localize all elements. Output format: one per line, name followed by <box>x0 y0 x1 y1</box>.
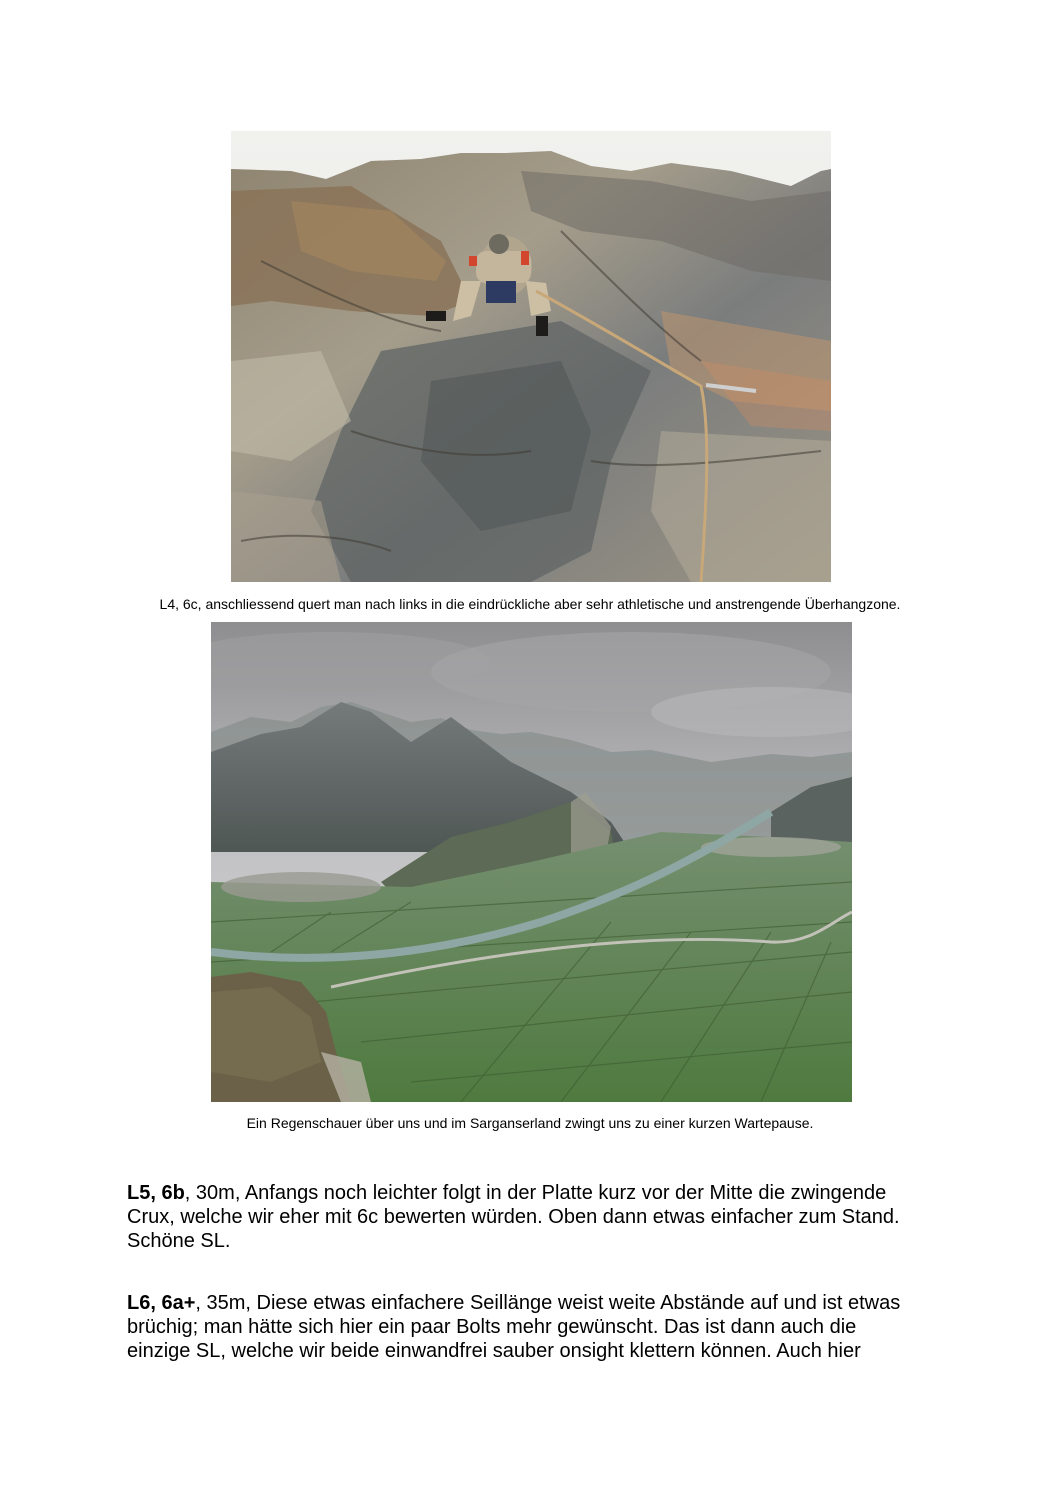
valley-photo <box>211 622 852 1102</box>
rain-shower-over-sarganserland-valley-photo <box>211 622 852 1102</box>
climber-on-limestone-wall-photo <box>231 131 831 582</box>
text-line: einzige SL, welche wir beide einwandfrei sauber onsight klettern können. Auch hier <box>127 1340 861 1362</box>
photo-caption: Ein Regenschauer über uns und im Sarganserland zwingt uns zu einer kurzen Wartepause. <box>246 1115 814 1131</box>
text-span: , 35m, Diese etwas einfachere Seillänge weist weite Abstände auf und ist etwas <box>195 1292 901 1314</box>
text-line: Schöne SL. <box>127 1230 231 1252</box>
pitch-label: L5, 6b <box>127 1182 185 1204</box>
text-span: , 30m, Anfangs noch leichter folgt in der Platte kurz vor der Mitte die zwingende <box>184 1182 887 1204</box>
text-line: brüchig; man hätte sich hier ein paar Bolts mehr gewünscht. Das ist dann auch die <box>127 1316 857 1338</box>
pitch-description <box>127 1181 947 1253</box>
pitch-description <box>127 1291 947 1363</box>
photo-caption: L4, 6c, anschliessend quert man nach links in die eindrückliche aber sehr athletische und anstrengende Überhangzone. <box>159 596 901 612</box>
text-line <box>127 1181 947 1205</box>
text-line: Crux, welche wir eher mit 6c bewerten würden. Oben dann etwas einfacher zum Stand. <box>127 1206 900 1228</box>
pitch-label: L6, 6a+ <box>127 1292 196 1314</box>
climber-photo <box>231 131 831 582</box>
text-line <box>127 1291 947 1315</box>
